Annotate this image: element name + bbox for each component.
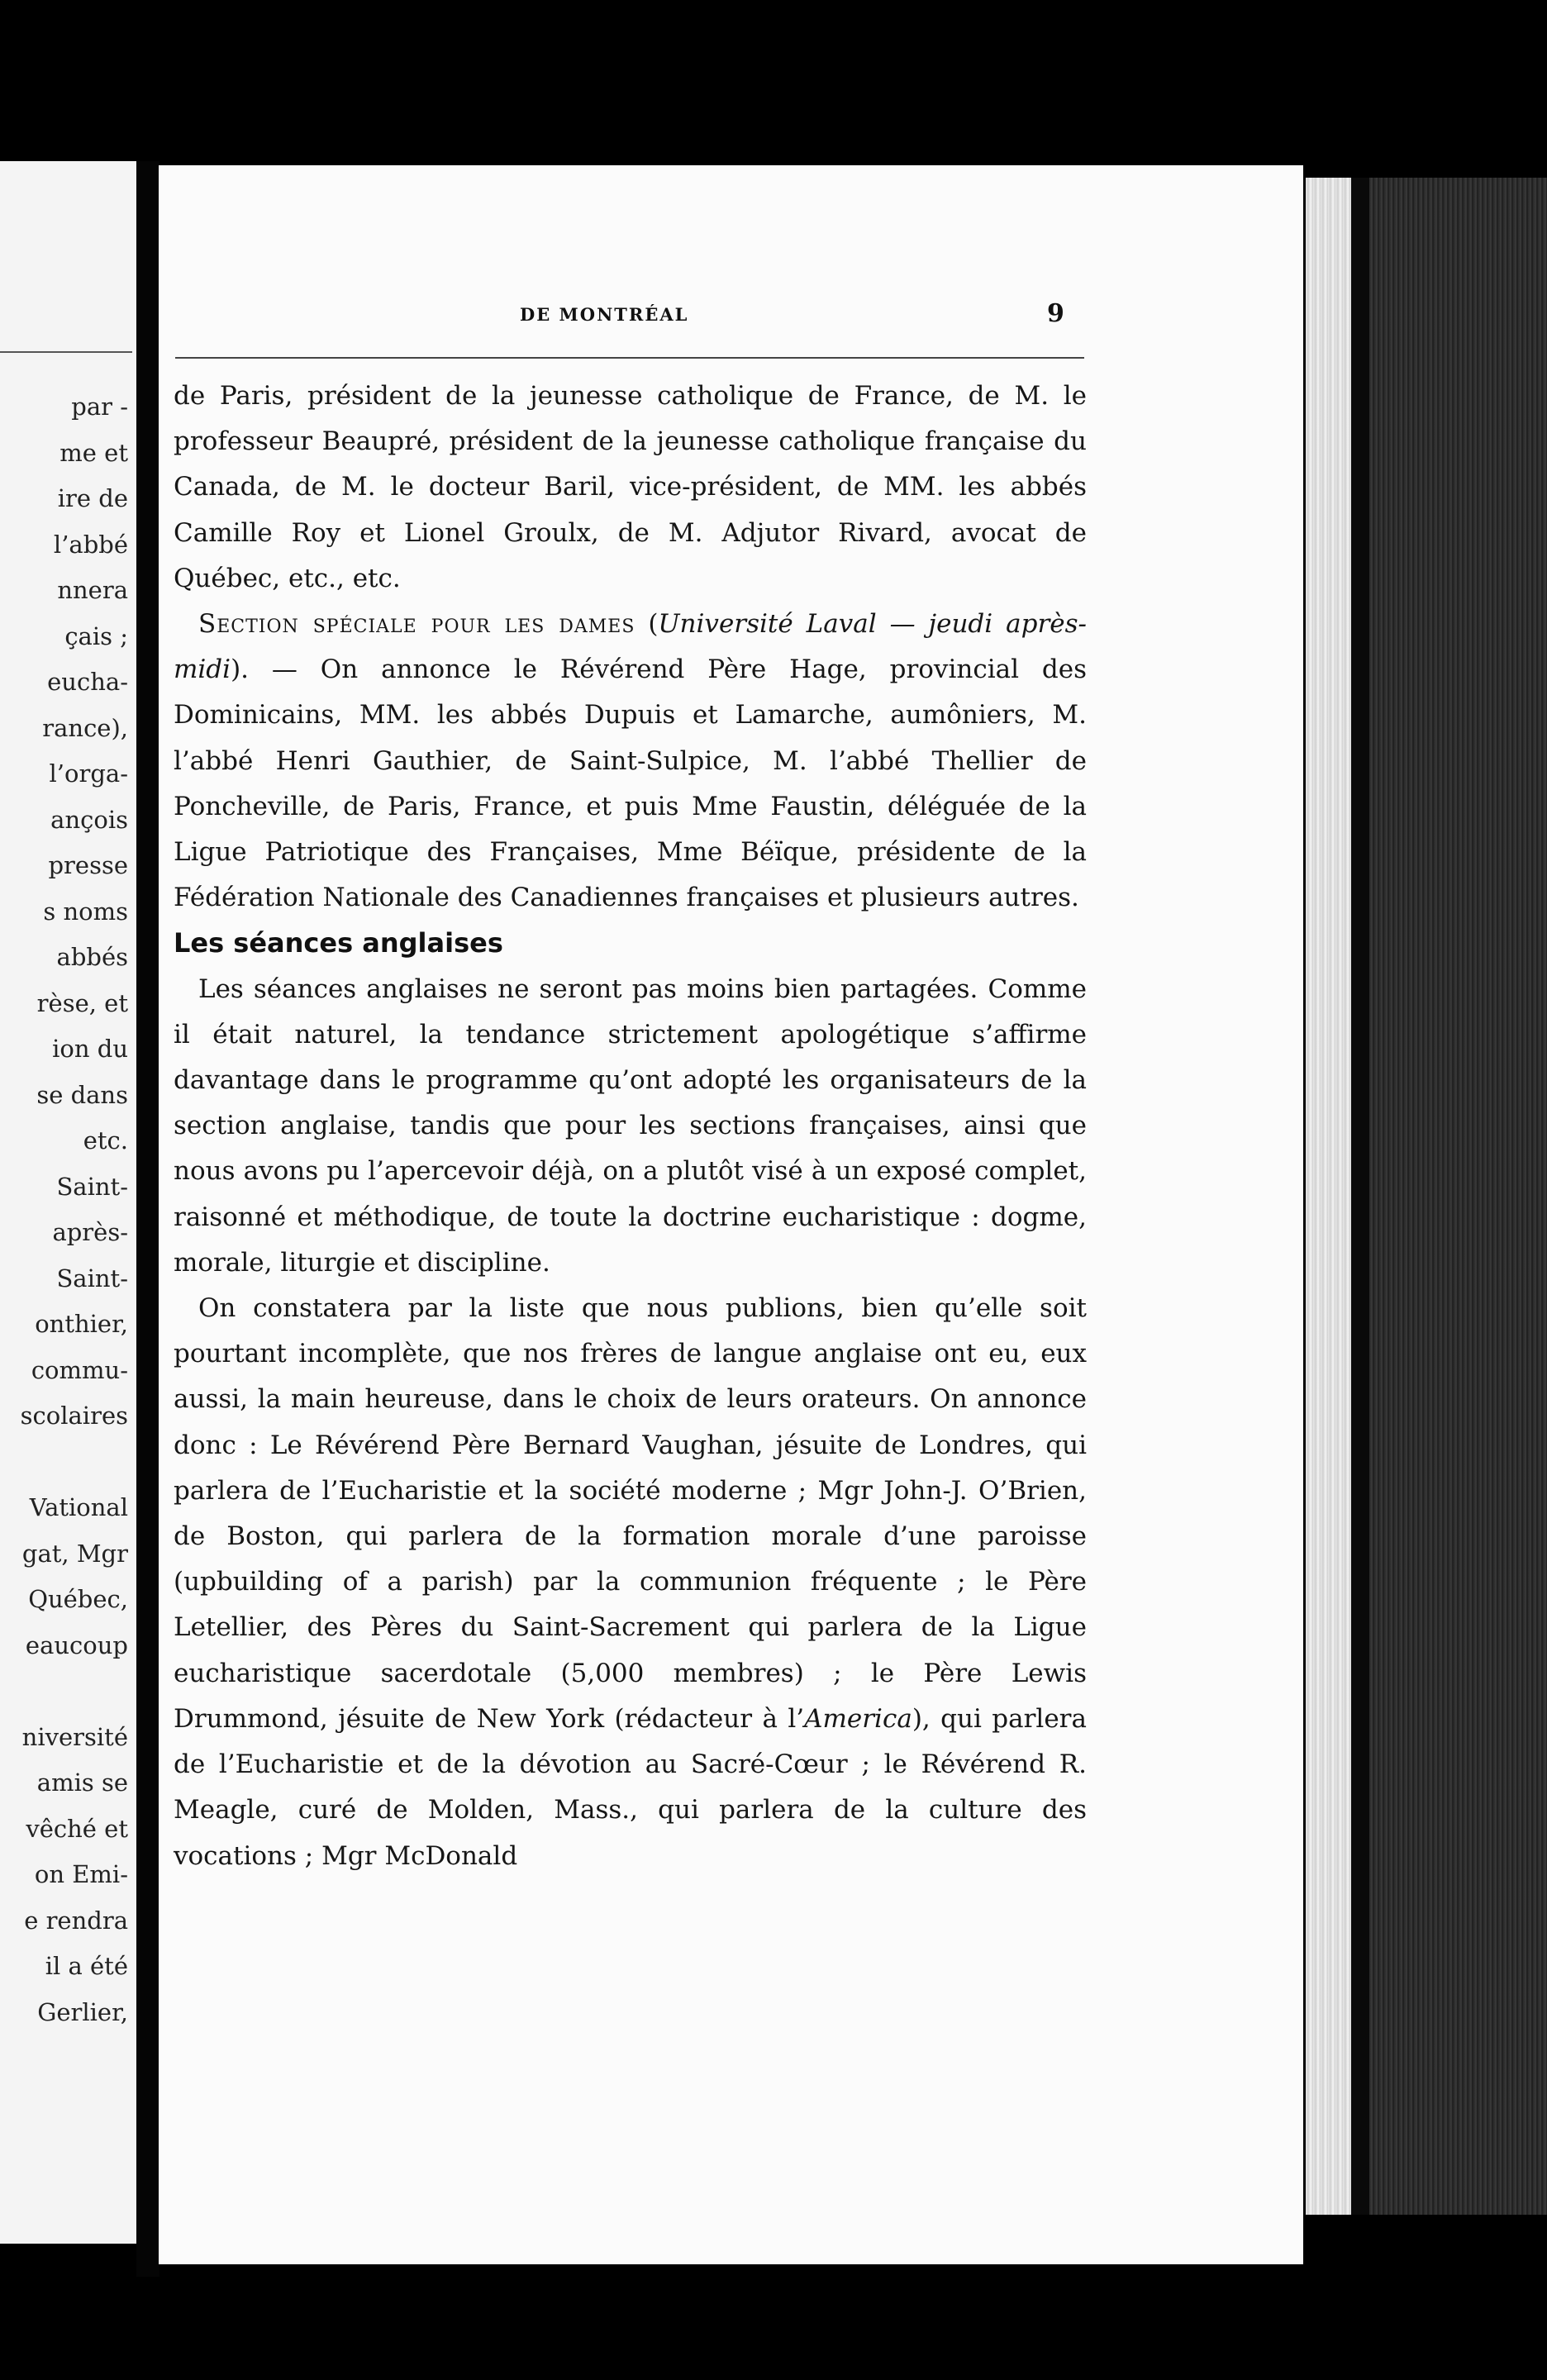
left-page-line: amis se	[36, 1768, 128, 1797]
left-page-line: Gerlier,	[37, 1997, 128, 2026]
left-page-line: il a été	[45, 1952, 128, 1980]
left-page-line: Saint-	[56, 1264, 128, 1292]
page-number: 9	[1047, 299, 1064, 328]
left-page-line: Québec,	[28, 1585, 128, 1613]
left-page-text	[21, 384, 128, 2035]
left-page-line: çais ;	[64, 621, 128, 650]
paragraph-1: de Paris, président de la jeunesse catholique de France, de M. le professeur Beaupré, président de la jeunesse catholique française du Canada, de M. le docteur Baril, vice-président, de MM. les abbés Camille Roy et Lionel Groulx, de M. Adjutor Rivard, avocat de Québec, etc., etc.	[174, 381, 1087, 593]
left-page-line: Saint-	[56, 1172, 128, 1201]
left-page-line: vêché et	[26, 1814, 128, 1843]
running-head-title: DE MONTRÉAL	[520, 304, 689, 325]
left-page-line: niversité	[21, 1722, 128, 1751]
paragraph-3: Les séances anglaises ne seront pas moins bien partagées. Comme il était naturel, la tendance strictement apologétique s’affirme davantage dans le programme qu’ont adopté les organisateurs de la section anglaise, tandis que pour les sections françaises, ainsi que nous avons pu l’apercevoir déjà, on a plutôt visé à un exposé complet, raisonné et méthodique, de toute la doctrine eucharistique : dogme, morale, liturgie et discipline.	[174, 973, 1087, 1278]
journal-title: America	[804, 1703, 912, 1734]
section-subheading: Les séances anglaises	[174, 927, 503, 959]
left-page-line: onthier,	[35, 1310, 128, 1338]
left-facing-page	[0, 161, 136, 2244]
left-page-line: après-	[52, 1218, 128, 1246]
paren-open: (	[635, 609, 659, 640]
left-page-line: e rendra	[24, 1906, 128, 1935]
section-lead: Section spéciale pour les dames	[198, 609, 635, 640]
running-head	[159, 299, 1303, 337]
left-page-line	[21, 1668, 128, 1715]
paragraph-2	[174, 602, 1087, 921]
left-page-line: nnera	[57, 576, 128, 604]
book-page-edges	[1306, 178, 1547, 2215]
left-page-line	[21, 1440, 128, 1486]
header-rule	[175, 357, 1084, 359]
paragraph-4-part-b: ), qui parlera de l’Eucharistie et de la dévotion au Sacré-Cœur ; le Révérend R. Meagle, curé de Molden, Mass., qui parlera de la culture des vocations ; Mgr McDonald	[174, 1703, 1087, 1871]
left-page-line: etc.	[83, 1126, 128, 1154]
left-page-line: on Emi-	[34, 1860, 128, 1888]
left-page-rule	[0, 351, 132, 353]
left-page-line: ire de	[57, 484, 128, 512]
page-edge-highlight	[1306, 178, 1351, 2215]
left-page-line: l’orga-	[49, 759, 128, 788]
left-page-line: rèse, et	[36, 988, 128, 1017]
left-page-line: ion du	[52, 1035, 128, 1063]
left-page-line: abbés	[56, 943, 128, 971]
book-gutter	[136, 161, 159, 2277]
body-text	[174, 374, 1087, 1879]
left-page-line: eucha-	[47, 668, 128, 696]
main-page	[159, 165, 1303, 2264]
left-page-line: commu-	[31, 1355, 128, 1384]
page-edge-shadow	[1351, 178, 1369, 2215]
left-page-line: scolaires	[20, 1402, 128, 1430]
left-page-line: me et	[60, 438, 128, 467]
left-page-line: par -	[71, 393, 128, 421]
left-page-line: gat, Mgr	[21, 1539, 128, 1568]
left-page-line: s noms	[43, 897, 128, 926]
left-page-line: l’abbé	[53, 530, 128, 559]
left-page-line: se dans	[36, 1080, 128, 1109]
left-page-line: eaucoup	[25, 1630, 128, 1659]
section-location: Université Laval — jeudi après-midi	[174, 609, 1087, 685]
left-page-line: presse	[48, 851, 128, 879]
left-page-line: Vational	[29, 1493, 128, 1521]
left-page-line: ançois	[50, 805, 128, 834]
paragraph-2-rest: ). — On annonce le Révérend Père Hage, provincial des Dominicains, MM. les abbés Dupuis et Lamarche, aumôniers, M. l’abbé Henri Gauthier, de Saint-Sulpice, M. l’abbé Thellier de Poncheville, de Paris, France, et puis Mme Faustin, déléguée de la Ligue Patriotique des Françaises, Mme Béïque, présidente de la Fédération Nationale des Canadiennes françaises et plusieurs autres.	[174, 654, 1087, 913]
paragraph-4	[174, 1286, 1087, 1879]
paragraph-4-part-a: On constatera par la liste que nous publions, bien qu’elle soit pourtant incomplète, que nos frères de langue anglaise ont eu, eux aussi, la main heureuse, dans le choix de leurs orateurs. On annonce donc : Le Révérend Père Bernard Vaughan, jésuite de Londres, qui parlera de l’Eucharistie et la société moderne ; Mgr John-J. O’Brien, de Boston, qui parlera de la formation morale d’une paroisse (upbuilding of a parish) par la communion fréquente ; le Père Letellier, des Pères du Saint-Sacrement qui parlera de la Ligue eucharistique sacerdotale (5,000 membres) ; le Père Lewis Drummond, jésuite de New York (rédacteur à l’	[174, 1293, 1087, 1734]
left-page-line: rance),	[42, 713, 128, 742]
